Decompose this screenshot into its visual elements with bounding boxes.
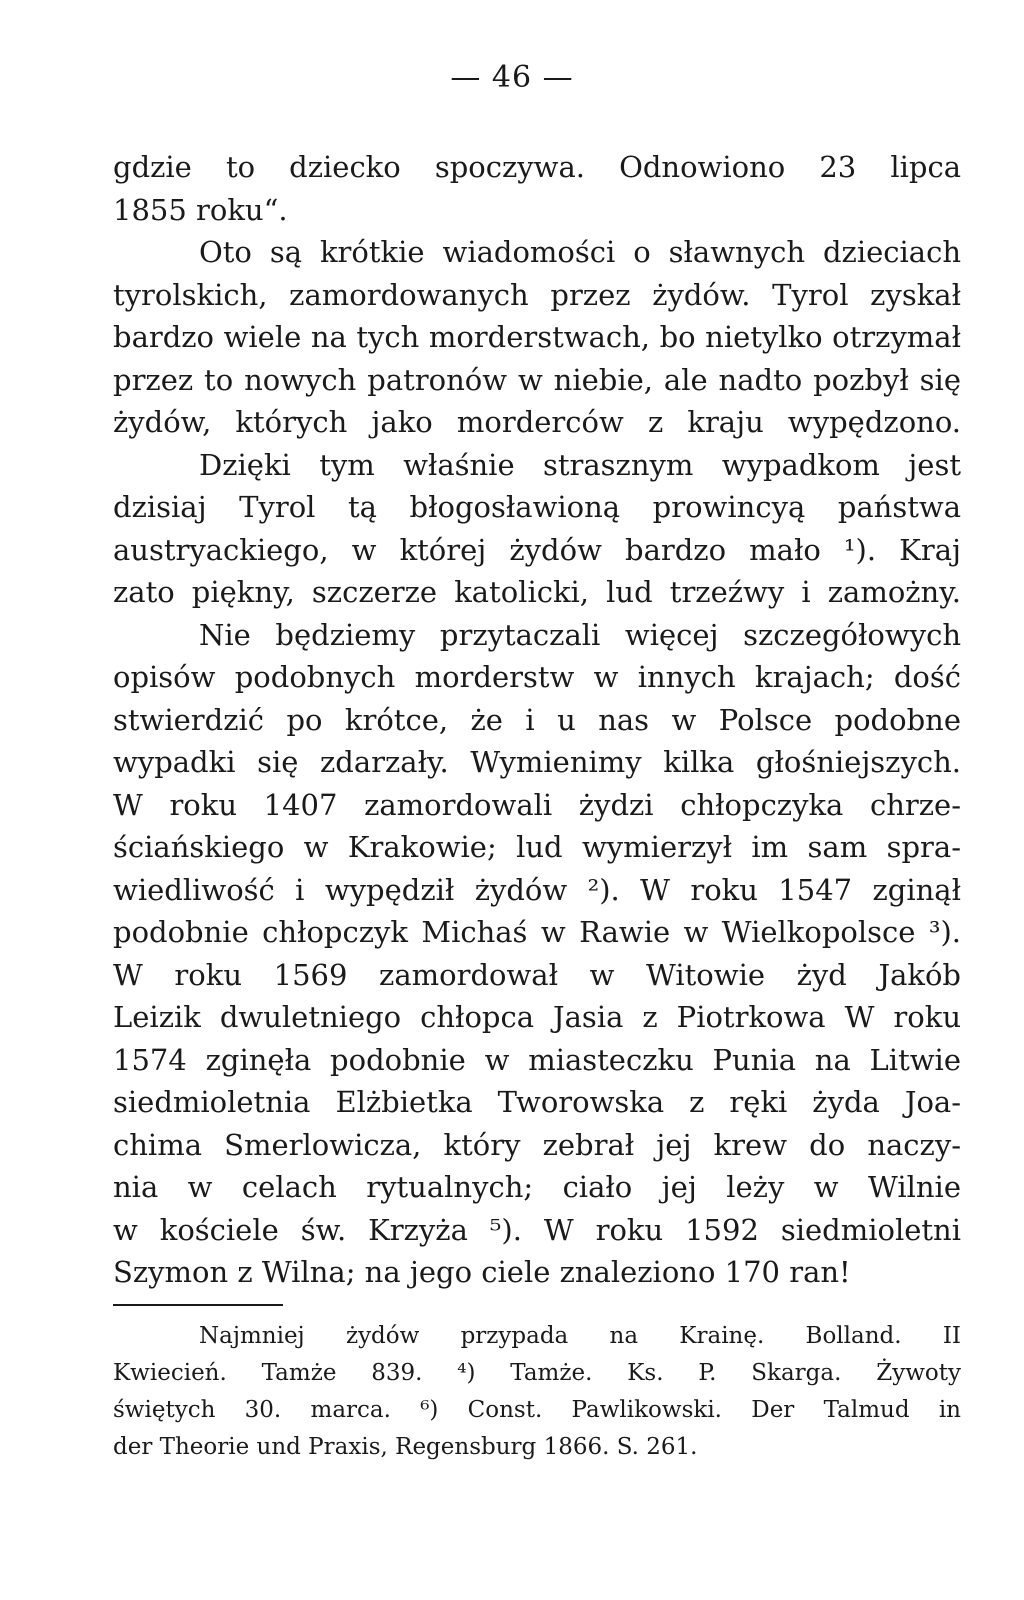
body-line: zato piękny, szczerze katolicki, lud trzeźwy i zamożny. bbox=[113, 575, 961, 609]
body-line: dzisiaj Tyrol tą błogosławioną prowincyą państwa bbox=[113, 490, 961, 524]
body-line: siedmioletnia Elżbietka Tworowska z ręki żyda Joa- bbox=[113, 1085, 961, 1119]
footnote-line: Najmniej żydów przypada na Krainę. Bolland. II bbox=[199, 1323, 961, 1349]
body-line: wypadki się zdarzały. Wymienimy kilka głośniejszych. bbox=[113, 745, 961, 779]
body-line: bardzo wiele na tych morderstwach, bo nietylko otrzymał bbox=[113, 320, 961, 354]
body-line: 1574 zginęła podobnie w miasteczku Punia na Litwie bbox=[113, 1042, 961, 1077]
body-line: chima Smerlowicza, który zebrał jej krew do naczy- bbox=[113, 1127, 961, 1162]
footnote-line: der Theorie und Praxis, Regensburg 1866. S. 261. bbox=[113, 1434, 698, 1460]
footnote-line: świętych 30. marca. ⁶) Const. Pawlikowski. Der Talmud in bbox=[113, 1397, 961, 1423]
body-line: Dzięki tym właśnie strasznym wypadkom jest bbox=[199, 447, 961, 482]
footnotes bbox=[113, 1318, 961, 1466]
footnote-line: Kwiecień. Tamże 839. ⁴) Tamże. Ks. P. Skarga. Żywoty bbox=[113, 1360, 961, 1386]
body-line: tyrolskich, zamordowanych przez żydów. Tyrol zyskał bbox=[113, 277, 961, 312]
body-line: ściańskiego w Krakowie; lud wymierzył im sam spra- bbox=[113, 830, 961, 864]
body-line: Szymon z Wilna; na jego ciele znaleziono 170 ran! bbox=[113, 1255, 851, 1289]
body-line: żydów, których jako morderców z kraju wypędzono. bbox=[113, 405, 961, 439]
body-line: 1855 roku“. bbox=[113, 192, 288, 227]
body-line: nia w celach rytualnych; ciało jej leży w Wilnie bbox=[113, 1170, 961, 1204]
body-text bbox=[113, 146, 961, 1294]
body-line: austryackiego, w której żydów bardzo mało ¹). Kraj bbox=[113, 532, 961, 567]
body-line: Nie będziemy przytaczali więcej szczegółowych bbox=[199, 617, 961, 652]
body-line: wiedliwość i wypędził żydów ²). W roku 1547 zginął bbox=[113, 872, 961, 907]
footnote-divider bbox=[113, 1304, 283, 1306]
body-line: gdzie to dziecko spoczywa. Odnowiono 23 lipca bbox=[113, 150, 961, 184]
body-line: Leizik dwuletniego chłopca Jasia z Piotrkowa W roku bbox=[113, 1000, 961, 1034]
body-line: w kościele św. Krzyża ⁵). W roku 1592 siedmioletni bbox=[113, 1212, 961, 1247]
body-line: opisów podobnych morderstw w innych krajach; dość bbox=[113, 660, 961, 694]
body-line: podobnie chłopczyk Michaś w Rawie w Wielkopolsce ³). bbox=[113, 915, 961, 949]
page-number: — 46 — bbox=[450, 60, 574, 95]
body-line: stwierdzić po krótce, że i u nas w Polsce podobne bbox=[113, 702, 961, 737]
body-line: W roku 1569 zamordował w Witowie żyd Jakób bbox=[113, 957, 961, 992]
body-line: przez to nowych patronów w niebie, ale nadto pozbył się bbox=[113, 362, 961, 397]
body-line: W roku 1407 zamordowali żydzi chłopczyka chrze- bbox=[113, 787, 961, 822]
body-line: Oto są krótkie wiadomości o sławnych dzieciach bbox=[199, 235, 961, 269]
